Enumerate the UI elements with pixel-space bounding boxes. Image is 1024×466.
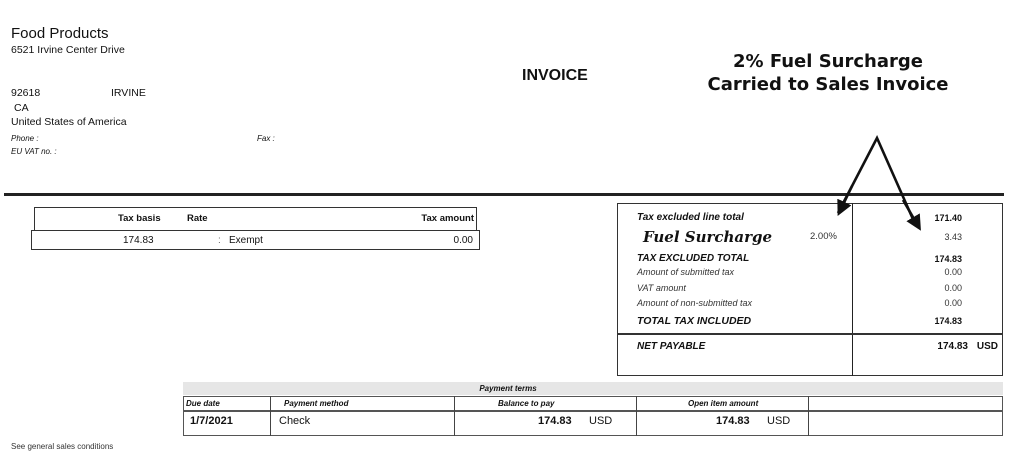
company-country: United States of America [11,116,127,128]
phone-label: Phone : [11,134,39,143]
tax-amount-value: 0.00 [453,235,473,246]
fuel-surcharge-value: 3.43 [944,232,962,242]
fax-label: Fax : [257,134,275,143]
balance-to-pay-value: 174.83 [538,415,572,427]
tax-excluded-total-label: TAX EXCLUDED TOTAL [637,253,750,264]
tax-excluded-line-total-label: Tax excluded line total [637,212,744,223]
payment-terms-title: Payment terms [479,384,537,393]
net-payable-label: NET PAYABLE [637,341,706,352]
net-payable-currency: USD [976,341,998,352]
company-state: CA [14,102,29,114]
non-submitted-tax-label: Amount of non-submitted tax [637,298,753,308]
vat-amount-label: VAT amount [637,283,686,293]
open-item-currency: USD [767,415,791,427]
company-name: Food Products [11,25,109,42]
net-payable-value: 174.83 [937,341,968,352]
eu-vat-label: EU VAT no. : [11,147,57,156]
header-tax-basis: Tax basis [118,213,161,224]
company-street: 6521 Irvine Center Drive [11,44,125,56]
document-title: INVOICE [522,67,588,84]
due-date-value: 1/7/2021 [190,415,233,427]
total-tax-included-label: TOTAL TAX INCLUDED [637,315,752,327]
vat-amount-value: 0.00 [944,283,962,293]
header-payment-method: Payment method [284,399,349,408]
tax-basis-value: 174.83 [123,235,154,246]
header-due-date: Due date [186,399,220,408]
tax-excluded-line-total-value: 171.40 [934,213,962,223]
submitted-tax-label: Amount of submitted tax [637,267,735,277]
submitted-tax-value: 0.00 [944,267,962,277]
open-item-value: 174.83 [716,415,750,427]
annotation-line-2: Carried to Sales Invoice [707,74,949,95]
fuel-surcharge-label: Fuel Surcharge [643,228,773,246]
tax-excluded-total-value: 174.83 [934,254,962,264]
company-zip: 92618 [11,87,41,99]
rate-prefix: : [218,235,221,246]
fuel-surcharge-percent: 2.00% [810,231,837,242]
annotation-line-1: 2% Fuel Surcharge [733,51,923,72]
header-open-item-amount: Open item amount [688,399,759,408]
balance-to-pay-currency: USD [589,415,613,427]
payment-method-value: Check [279,415,311,427]
header-balance-to-pay: Balance to pay [498,399,555,408]
total-tax-included-value: 174.83 [934,316,962,326]
non-submitted-tax-value: 0.00 [944,298,962,308]
sales-conditions-note: See general sales conditions [11,442,114,451]
rate-value: Exempt [229,235,263,246]
header-rate: Rate [187,213,208,224]
header-tax-amount: Tax amount [421,213,474,224]
company-city: IRVINE [111,87,146,99]
